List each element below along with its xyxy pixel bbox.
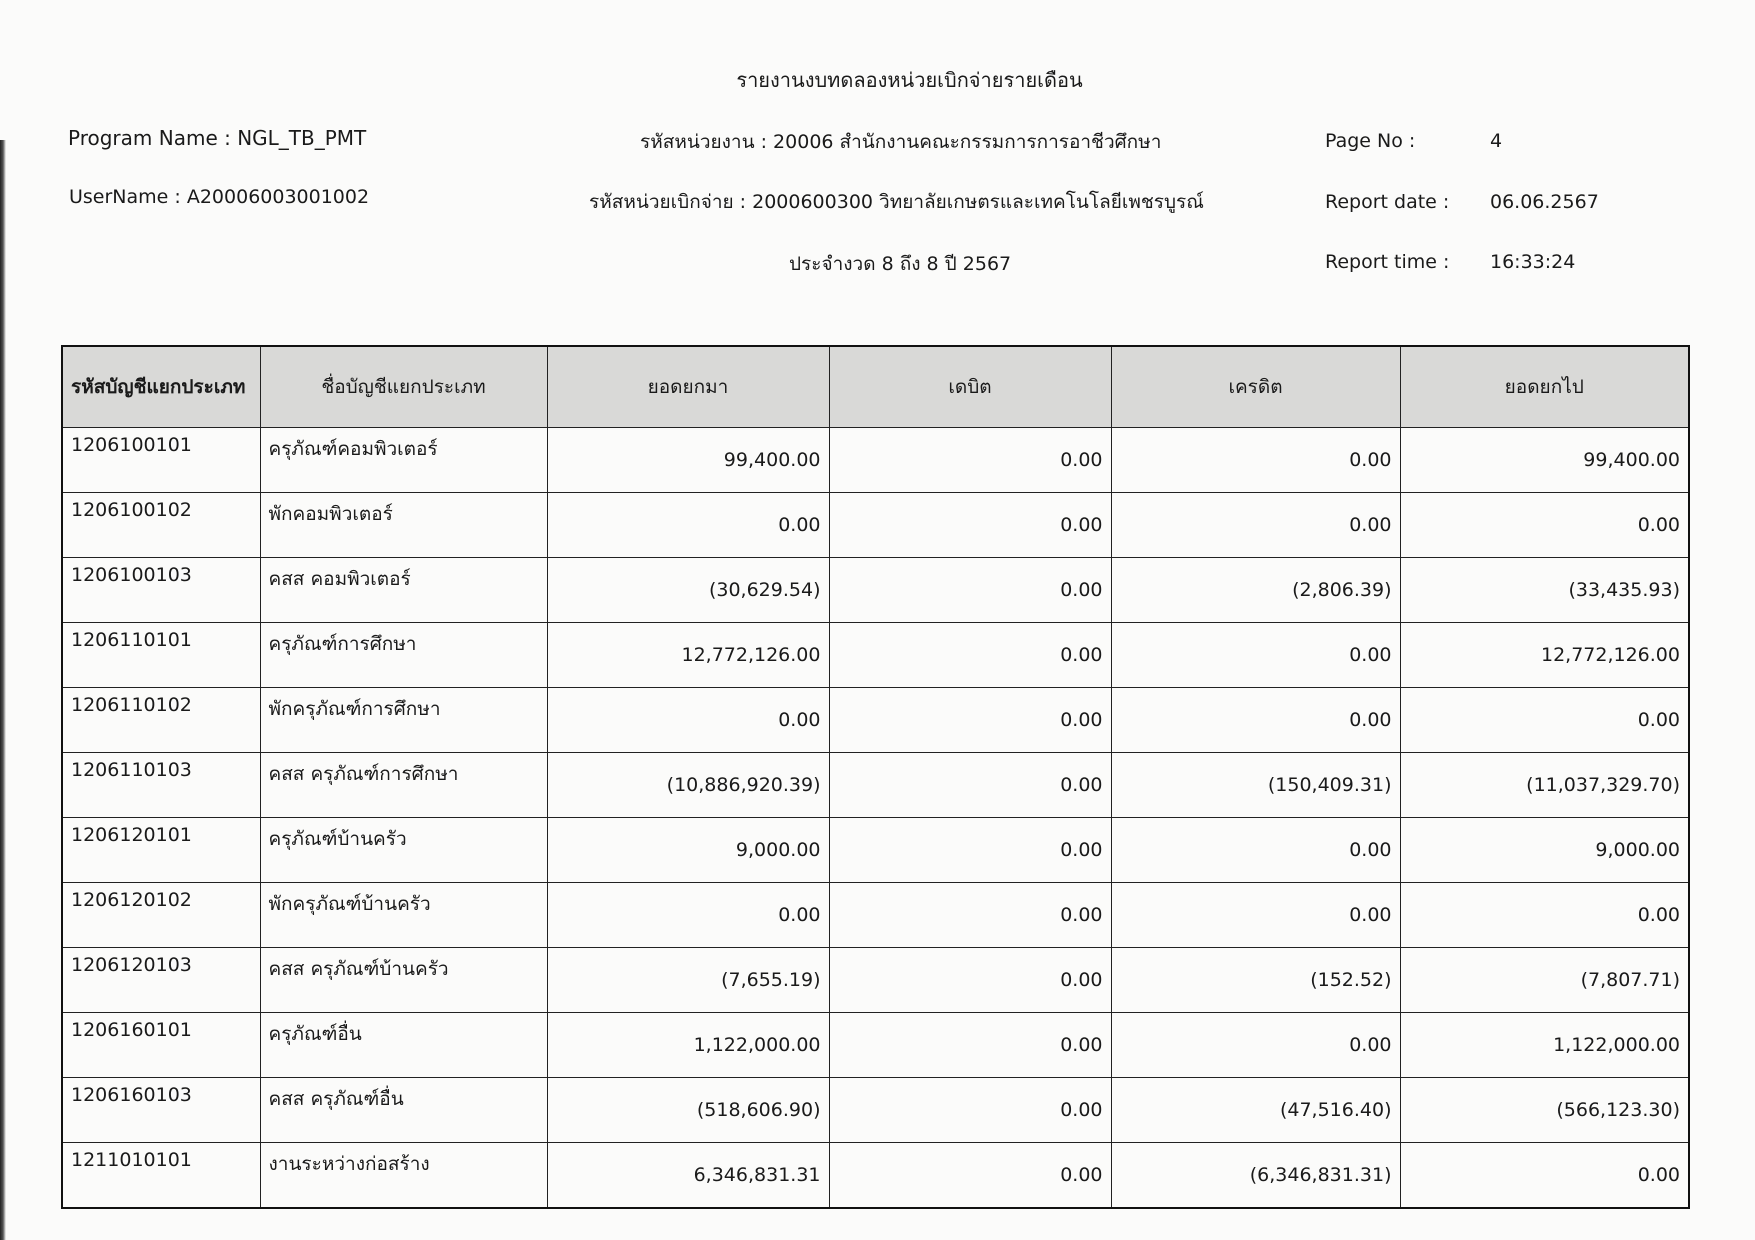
trial-balance-table [61,345,1690,1209]
account-code-cell: 1206100101 [62,428,260,493]
debit-cell: 0.00 [829,753,1111,818]
brought-forward-cell: 0.00 [547,688,829,753]
debit-cell: 0.00 [829,883,1111,948]
debit-cell: 0.00 [829,493,1111,558]
header-debit: เดบิต [829,346,1111,428]
brought-forward-cell: (10,886,920.39) [547,753,829,818]
account-name-cell: คสส ครุภัณฑ์อื่น [260,1078,547,1143]
account-name-cell: พักครุภัณฑ์การศึกษา [260,688,547,753]
account-code-cell: 1211010101 [62,1143,260,1209]
table-row [62,753,1689,818]
account-code-cell: 1206160101 [62,1013,260,1078]
report-time-label: Report time : [1325,251,1450,273]
carried-forward-cell: 0.00 [1400,1143,1689,1209]
carried-forward-cell: (11,037,329.70) [1400,753,1689,818]
header-brought-forward: ยอดยกมา [547,346,829,428]
debit-cell: 0.00 [829,558,1111,623]
header-credit: เครดิต [1111,346,1400,428]
account-name-cell: พักครุภัณฑ์บ้านครัว [260,883,547,948]
page-no-label: Page No : [1325,130,1416,152]
account-code-cell: 1206100102 [62,493,260,558]
account-name-cell: คสส ครุภัณฑ์การศึกษา [260,753,547,818]
account-name-cell: งานระหว่างก่อสร้าง [260,1143,547,1209]
brought-forward-cell: (518,606.90) [547,1078,829,1143]
debit-cell: 0.00 [829,1078,1111,1143]
brought-forward-cell: 6,346,831.31 [547,1143,829,1209]
table-row [62,623,1689,688]
header-account-code: รหัสบัญชีแยกประเภท [62,346,260,428]
credit-cell: 0.00 [1111,883,1400,948]
carried-forward-cell: 0.00 [1400,883,1689,948]
account-code-cell: 1206120102 [62,883,260,948]
debit-cell: 0.00 [829,428,1111,493]
agency-line: รหัสหน่วยงาน : 20006 สำนักงานคณะกรรมการการอาชีวศึกษา [640,131,1162,153]
account-name-cell: ครุภัณฑ์การศึกษา [260,623,547,688]
table-row [62,818,1689,883]
credit-cell: 0.00 [1111,688,1400,753]
brought-forward-cell: 9,000.00 [547,818,829,883]
debit-cell: 0.00 [829,948,1111,1013]
disbursement-unit-line: รหัสหน่วยเบิกจ่าย : 2000600300 วิทยาลัยเกษตรและเทคโนโลยีเพชรบูรณ์ [589,191,1204,213]
account-code-cell: 1206110101 [62,623,260,688]
account-code-cell: 1206110103 [62,753,260,818]
table-header-row [62,346,1689,428]
header-account-name: ชื่อบัญชีแยกประเภท [260,346,547,428]
credit-cell: (6,346,831.31) [1111,1143,1400,1209]
credit-cell: (47,516.40) [1111,1078,1400,1143]
credit-cell: 0.00 [1111,1013,1400,1078]
carried-forward-cell: 12,772,126.00 [1400,623,1689,688]
credit-cell: 0.00 [1111,493,1400,558]
table-row [62,688,1689,753]
credit-cell: (152.52) [1111,948,1400,1013]
brought-forward-cell: (30,629.54) [547,558,829,623]
account-name-cell: ครุภัณฑ์อื่น [260,1013,547,1078]
brought-forward-cell: 0.00 [547,493,829,558]
debit-cell: 0.00 [829,1143,1111,1209]
table-body [62,428,1689,1209]
table-row [62,1143,1689,1209]
table-row [62,883,1689,948]
account-name-cell: พักคอมพิวเตอร์ [260,493,547,558]
carried-forward-cell: (566,123.30) [1400,1078,1689,1143]
account-code-cell: 1206160103 [62,1078,260,1143]
table-row [62,1013,1689,1078]
credit-cell: (150,409.31) [1111,753,1400,818]
credit-cell: 0.00 [1111,428,1400,493]
carried-forward-cell: 0.00 [1400,493,1689,558]
account-code-cell: 1206100103 [62,558,260,623]
table-row [62,428,1689,493]
report-time-value: 16:33:24 [1490,251,1576,273]
account-code-cell: 1206120103 [62,948,260,1013]
page-no-value: 4 [1490,130,1503,152]
credit-cell: (2,806.39) [1111,558,1400,623]
brought-forward-cell: 12,772,126.00 [547,623,829,688]
credit-cell: 0.00 [1111,818,1400,883]
account-name-cell: ครุภัณฑ์คอมพิวเตอร์ [260,428,547,493]
carried-forward-cell: 99,400.00 [1400,428,1689,493]
report-date-value: 06.06.2567 [1490,191,1599,213]
credit-cell: 0.00 [1111,623,1400,688]
account-name-cell: ครุภัณฑ์บ้านครัว [260,818,547,883]
brought-forward-cell: 99,400.00 [547,428,829,493]
period-line: ประจำงวด 8 ถึง 8 ปี 2567 [789,253,1012,275]
carried-forward-cell: 0.00 [1400,688,1689,753]
brought-forward-cell: 0.00 [547,883,829,948]
carried-forward-cell: 1,122,000.00 [1400,1013,1689,1078]
brought-forward-cell: 1,122,000.00 [547,1013,829,1078]
debit-cell: 0.00 [829,688,1111,753]
table-row [62,1078,1689,1143]
account-name-cell: คสส คอมพิวเตอร์ [260,558,547,623]
report-date-label: Report date : [1325,191,1450,213]
report-title: รายงานงบทดลองหน่วยเบิกจ่ายรายเดือน [736,68,1083,92]
account-name-cell: คสส ครุภัณฑ์บ้านครัว [260,948,547,1013]
debit-cell: 0.00 [829,818,1111,883]
carried-forward-cell: (7,807.71) [1400,948,1689,1013]
debit-cell: 0.00 [829,1013,1111,1078]
program-name: Program Name : NGL_TB_PMT [68,126,367,150]
brought-forward-cell: (7,655.19) [547,948,829,1013]
account-code-cell: 1206120101 [62,818,260,883]
carried-forward-cell: (33,435.93) [1400,558,1689,623]
debit-cell: 0.00 [829,623,1111,688]
carried-forward-cell: 9,000.00 [1400,818,1689,883]
scan-edge-shadow [0,140,6,1240]
table-row [62,948,1689,1013]
account-code-cell: 1206110102 [62,688,260,753]
table-row [62,558,1689,623]
header-carried-forward: ยอดยกไป [1400,346,1689,428]
table-row [62,493,1689,558]
user-name: UserName : A20006003001002 [69,186,370,208]
